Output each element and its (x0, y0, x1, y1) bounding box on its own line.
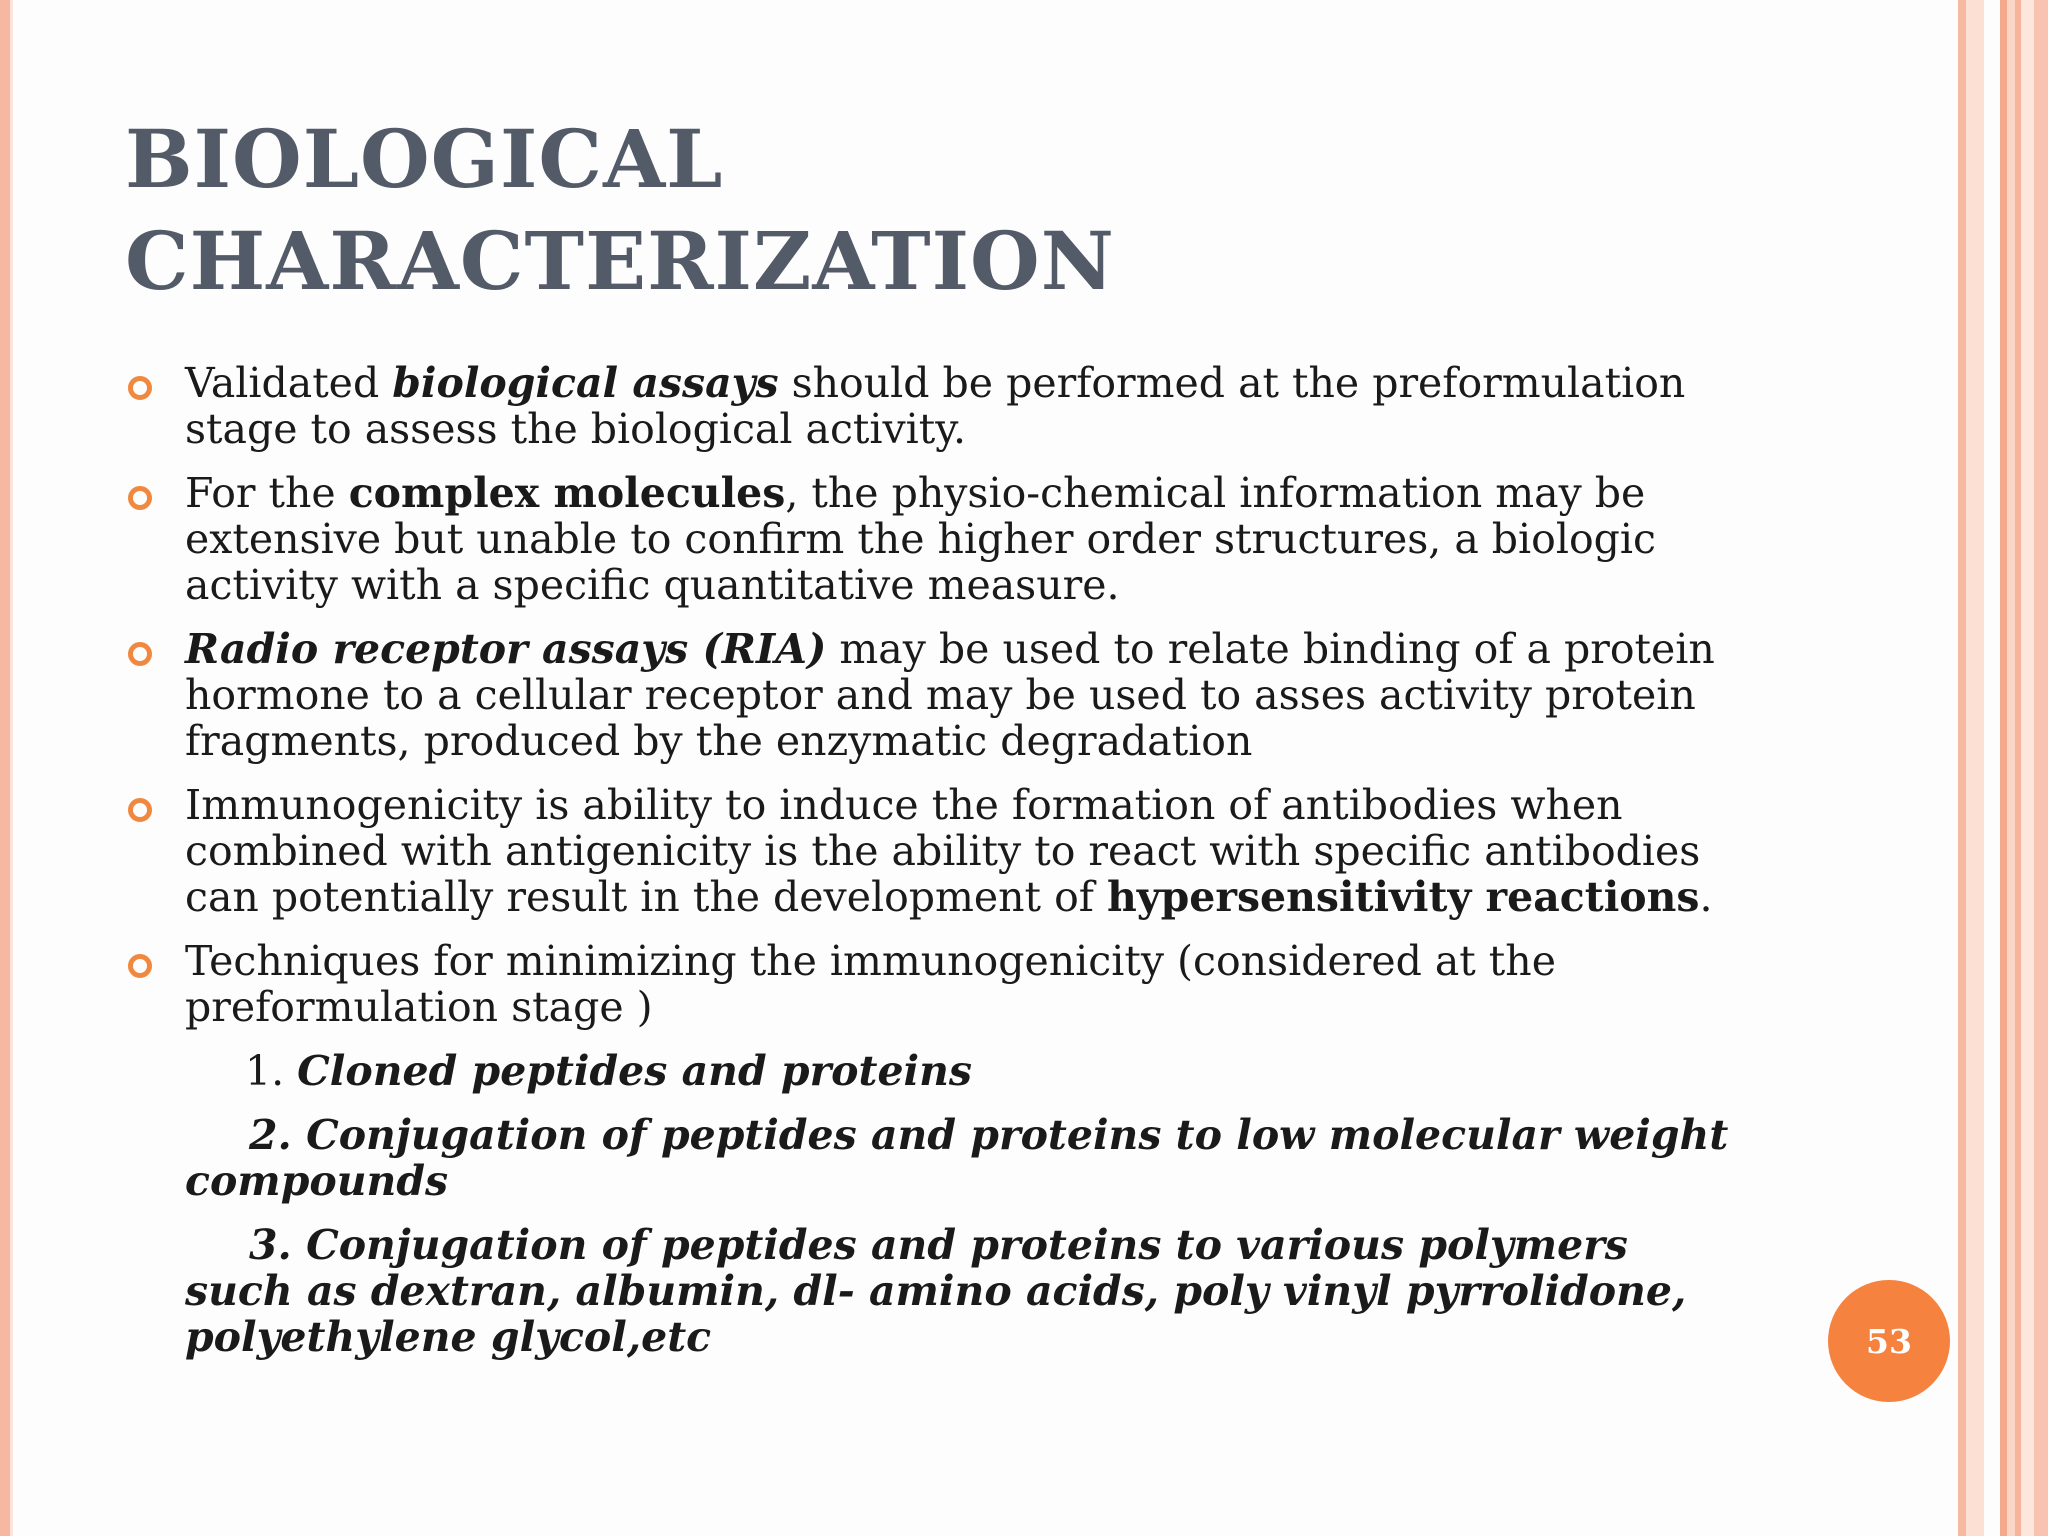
bullet-text: Immunogenicity is ability to induce the formation of antibodies when combined with antigenicity is the ability to react with specific antibodies can potentially result in the development of (185, 781, 1701, 921)
bullet-emphasis: Radio receptor assays (RIA) (185, 625, 827, 673)
stripe (2034, 0, 2048, 1536)
technique-number: 1. (245, 1047, 298, 1095)
circle-bullet-icon (128, 376, 152, 400)
stripe (1966, 0, 1984, 1536)
right-decorative-stripes (1958, 0, 2048, 1536)
page-number-badge: 53 (1828, 1280, 1950, 1402)
technique-item-3 (0, 1222, 1745, 1360)
bullet-text: should be performed at the preformulation stage to assess the biological activity. (185, 359, 1686, 453)
technique-item-1 (0, 1048, 1745, 1094)
bullet-item-bioassays (0, 360, 1745, 452)
bullet-item-ria (0, 626, 1745, 764)
circle-bullet-icon (128, 798, 152, 822)
technique-item-2 (0, 1112, 1745, 1204)
bullet-text: . (1699, 873, 1713, 921)
bullet-item-techniques (0, 938, 1745, 1030)
stripe (2000, 0, 2007, 1536)
bullet-text: Validated (185, 359, 393, 407)
bullet-item-immunogenicity (0, 782, 1745, 920)
stripe (1958, 0, 1966, 1536)
technique-text: 3. Conjugation of peptides and proteins to various polymers such as dextran, albumin, dl- amino acids, poly vinyl pyrrolidone, polyethylene glycol,etc (185, 1221, 1687, 1361)
stripe (2007, 0, 2015, 1536)
circle-bullet-icon (128, 954, 152, 978)
slide-body (0, 360, 1800, 1378)
bullet-text: , the physio-chemical information may be extensive but unable to confirm the higher order structures, a biologic activity with a specific quantitative measure. (185, 469, 1656, 609)
bullet-emphasis: biological assays (392, 359, 779, 407)
bullet-text: For the (185, 469, 349, 517)
bullet-text: may be used to relate binding of a protein hormone to a cellular receptor and may be used to asses activity protein fragments, produced by the enzymatic degradation (185, 625, 1715, 765)
circle-bullet-icon (128, 642, 152, 666)
bullet-emphasis: complex molecules (348, 469, 786, 517)
slide-title: BIOLOGICAL CHARACTERIZATION (125, 112, 1115, 308)
bullet-item-complex-molecules (0, 470, 1745, 608)
bullet-text: Techniques for minimizing the immunogenicity (considered at the preformulation stage ) (185, 937, 1556, 1031)
stripe (2021, 0, 2034, 1536)
technique-text: 2. Conjugation of peptides and proteins to low molecular weight compounds (185, 1111, 1729, 1205)
technique-text: Cloned peptides and proteins (297, 1047, 973, 1095)
circle-bullet-icon (128, 486, 152, 510)
stripe (1984, 0, 2000, 1536)
bullet-emphasis: hypersensitivity reactions (1106, 873, 1700, 921)
